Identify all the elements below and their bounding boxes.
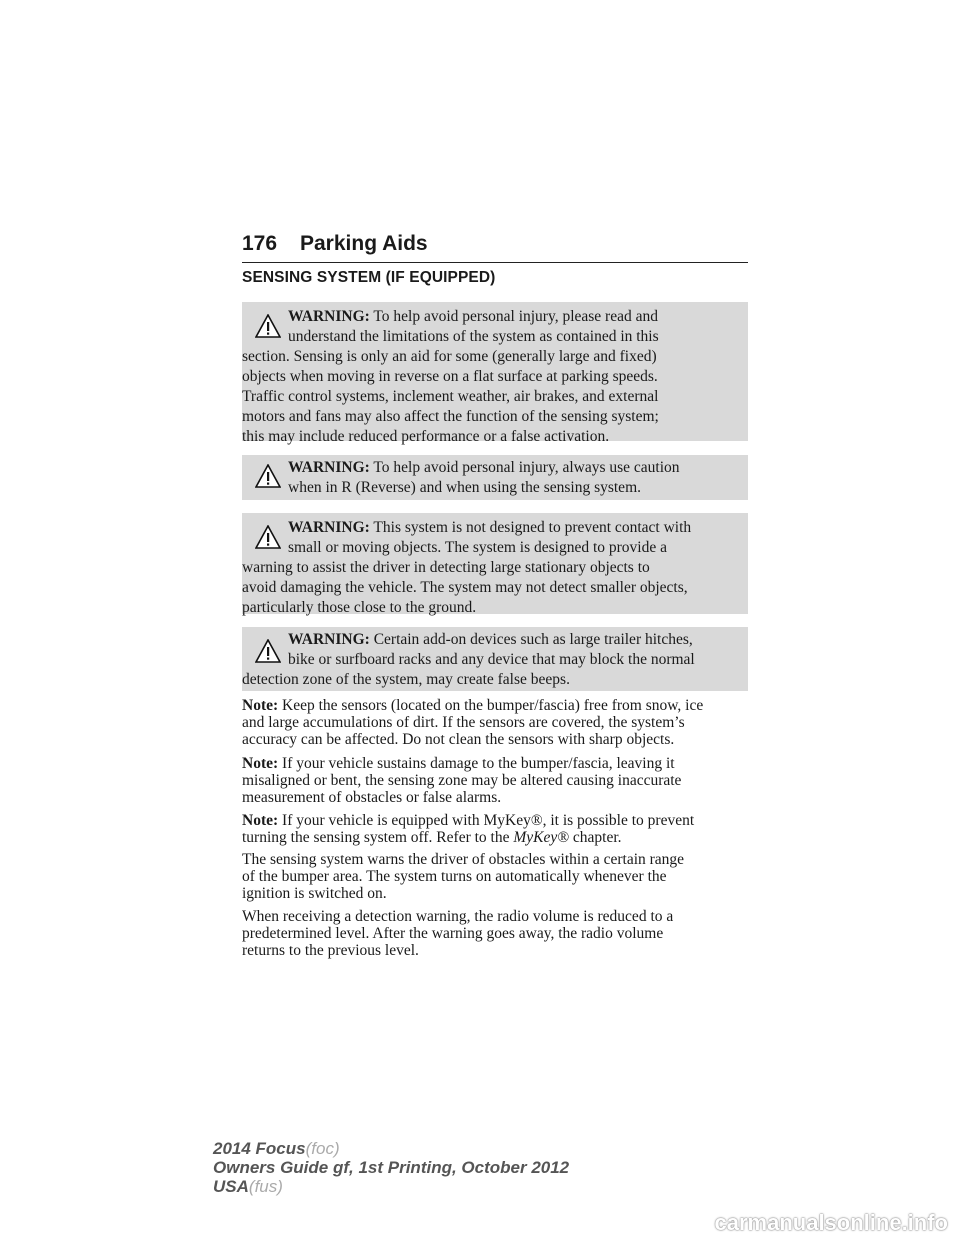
document-footer: 2014 Focus(foc) Owners Guide gf, 1st Printing, October 2012 USA(fus) bbox=[213, 1139, 570, 1196]
warning-box bbox=[242, 455, 748, 500]
note-paragraph: Note: If your vehicle is equipped with MyKey®, it is possible to prevent turning the sensing system off. Refer to the MyKey® chapter. bbox=[242, 812, 695, 847]
note-paragraph: Note: Keep the sensors (located on the bumper/fascia) free from snow, ice and large accumulations of dirt. If the sensors are covered, the system’s accuracy can be affected. Do not clean the sensors with sharp objects. bbox=[242, 697, 704, 749]
warning-triangle-icon bbox=[255, 639, 281, 663]
watermark: carmanualsonline.info bbox=[714, 1210, 948, 1235]
warning-label: WARNING: bbox=[288, 459, 370, 476]
warning-text-line: detection zone of the system, may create false beeps. bbox=[242, 671, 570, 688]
note-label: Note: bbox=[242, 812, 279, 829]
warning-text-line: objects when moving in reverse on a flat surface at parking speeds. bbox=[242, 368, 658, 385]
warning-text-line: section. Sensing is only an aid for some (generally large and fixed) bbox=[242, 348, 657, 365]
warning-text-line: particularly those close to the ground. bbox=[242, 599, 477, 616]
warning-text-line: avoid damaging the vehicle. The system may not detect smaller objects, bbox=[242, 579, 688, 596]
warning-label: WARNING: bbox=[288, 308, 370, 325]
warning-box bbox=[242, 302, 748, 445]
warning-triangle-icon bbox=[255, 464, 281, 488]
warning-text-line: WARNING: To help avoid personal injury, always use caution bbox=[288, 459, 680, 476]
warning-triangle-icon bbox=[255, 525, 281, 549]
warning-text-line: understand the limitations of the system as contained in this bbox=[288, 328, 659, 345]
warning-text-line: motors and fans may also affect the function of the sensing system; bbox=[242, 408, 659, 425]
note-paragraph: Note: If your vehicle sustains damage to the bumper/fascia, leaving it misaligned or bent, the sensing zone may be altered causing inaccurate measurement of obstacles or false alarms. bbox=[242, 755, 682, 807]
page-number: 176 bbox=[242, 232, 278, 255]
warning-text-line: WARNING: To help avoid personal injury, please read and bbox=[288, 308, 658, 325]
warning-label: WARNING: bbox=[288, 519, 370, 536]
page-header bbox=[242, 232, 748, 263]
section-title: SENSING SYSTEM (IF EQUIPPED) bbox=[242, 269, 496, 286]
warning-text-line: Traffic control systems, inclement weather, air brakes, and external bbox=[242, 388, 659, 405]
warning-text-line: small or moving objects. The system is designed to provide a bbox=[288, 539, 667, 556]
warning-text-line: this may include reduced performance or a false activation. bbox=[242, 428, 610, 445]
warning-triangle-icon bbox=[255, 314, 281, 338]
warning-text-line: warning to assist the driver in detecting large stationary objects to bbox=[242, 559, 650, 576]
warning-text-line: when in R (Reverse) and when using the sensing system. bbox=[288, 479, 641, 496]
warning-text-line: bike or surfboard racks and any device that may block the normal bbox=[288, 651, 695, 668]
body-paragraph: When receiving a detection warning, the radio volume is reduced to a predetermined level. After the warning goes away, the radio volume returns to the previous level. bbox=[242, 908, 674, 960]
note-label: Note: bbox=[242, 697, 279, 714]
warning-box bbox=[242, 627, 748, 691]
warning-text-line: WARNING: Certain add-on devices such as large trailer hitches, bbox=[288, 631, 693, 648]
warning-label: WARNING: bbox=[288, 631, 370, 648]
chapter-title: Parking Aids bbox=[300, 232, 428, 255]
note-label: Note: bbox=[242, 755, 279, 772]
body-paragraph: The sensing system warns the driver of obstacles within a certain range of the bumper area. The system turns on automatically whenever the ignition is switched on. bbox=[242, 851, 685, 903]
mykey-reference: MyKey® bbox=[513, 829, 570, 847]
warning-box bbox=[242, 513, 748, 614]
warning-text-line: WARNING: This system is not designed to prevent contact with bbox=[288, 519, 692, 536]
